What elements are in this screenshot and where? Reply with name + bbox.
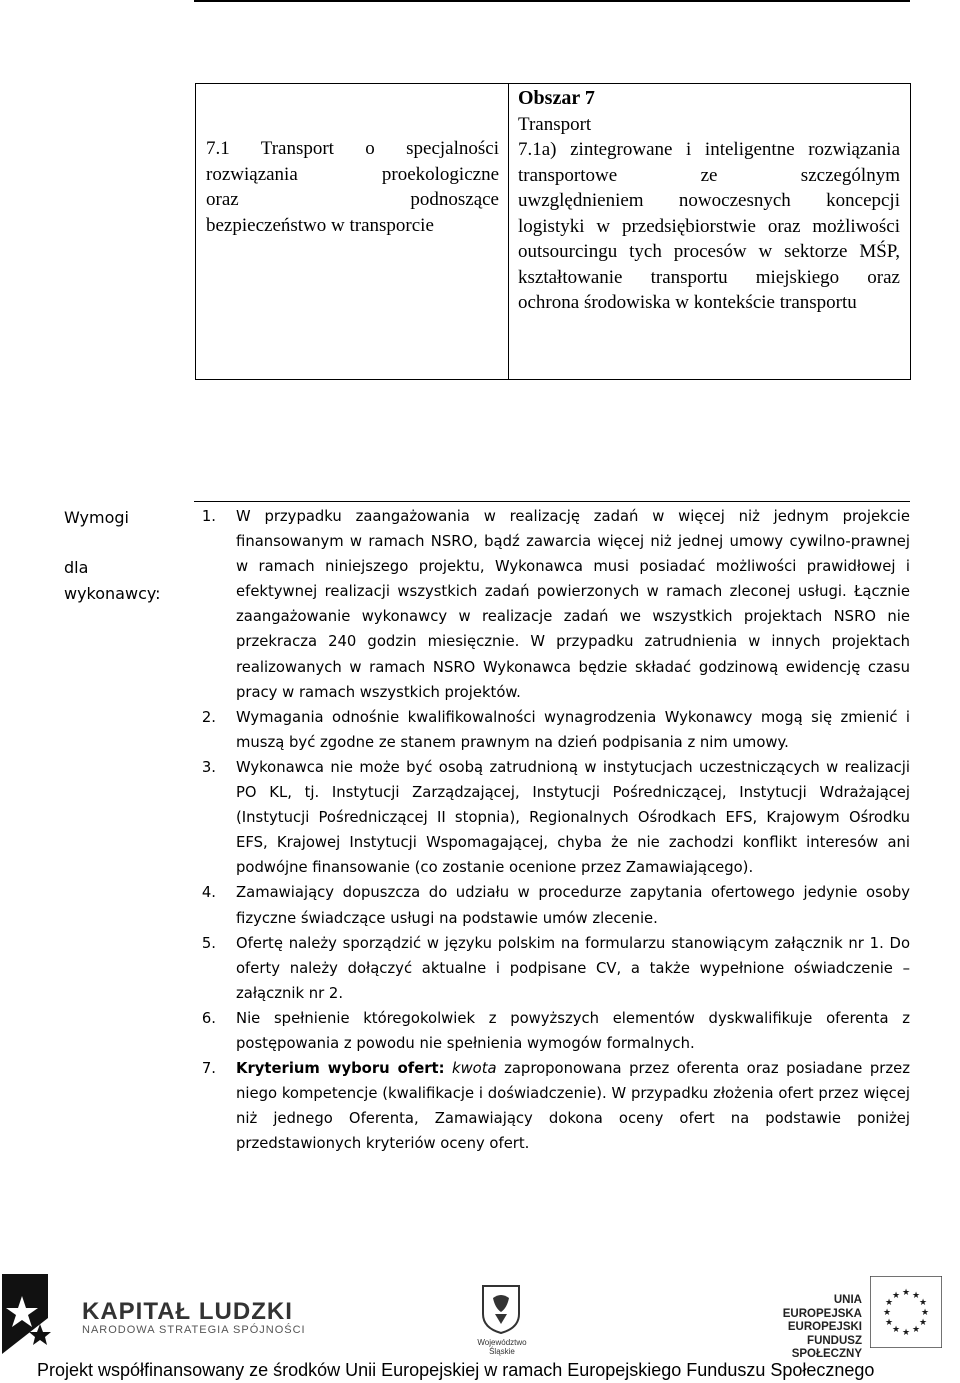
top-rule — [194, 0, 910, 2]
requirement-item — [194, 931, 910, 1006]
requirement-text: W przypadku zaangażowania w realizację zadań w więcej niż jednym projekcie finansowanym w ramach NSRO, bądź zawarcia więcej niż jednej umowy cywilno-prawnej w ramach niniejszego projektu, Wykonawca musi posiadać możliwości prawidłowej i efektywnej realizacji wszystkich zadań powierzonych w ramach zleconej usługi. Łącznie zaangażowanie wykonawcy w realizacje zadań we wszystkich projektach NSRO nie przekracza 240 godzin miesięcznie. W przypadku zatrudnienia w innych projektach realizowanych w ramach NSRO Wykonawca będzie składać godzinową ewidencję czasu pracy w ramach wszystkich projektów. — [236, 508, 910, 701]
requirement-text: Nie spełnienie któregokolwiek z powyższych elementów dyskwalifikuje oferenta z postępowania z powodu nie spełnienia wymogów formalnych. — [236, 1009, 910, 1052]
requirement-number: 3. — [201, 758, 216, 776]
svg-text:★: ★ — [918, 1318, 928, 1328]
requirement-text: Ofertę należy sporządzić w języku polskim na formularzu stanowiącym załącznik nr 1. Do oferty należy dołączyć aktualne i podpisane CV, a także wypełnione oświadczenie – załącznik nr 2. — [236, 934, 910, 1002]
svg-text:★: ★ — [891, 1325, 901, 1335]
requirement-item — [194, 880, 910, 930]
eu-line-3: FUNDUSZ SPOŁECZNY — [791, 1334, 862, 1360]
voivodeship-line-1: Województwo — [477, 1338, 527, 1347]
svg-text:★: ★ — [920, 1308, 930, 1318]
criterion-keyword: kwota — [452, 1060, 497, 1078]
left-title-line-4: bezpieczeństwo w transporcie — [206, 214, 434, 236]
eu-label — [752, 1294, 862, 1362]
area-heading: Obszar 7 — [518, 87, 595, 109]
desc-line-5: outsourcingu tych procesów w sektorze MŚP, — [518, 241, 900, 262]
area-subheading: Transport — [518, 113, 592, 135]
requirement-item — [194, 504, 910, 705]
voivodeship-crest-icon — [481, 1284, 521, 1334]
svg-text:★: ★ — [918, 1298, 928, 1308]
requirement-text: Wymagania odnośnie kwalifikowalności wynagrodzenia Wykonawcy mogą się zmienić i muszą być zgodne ze stanem prawnym na dzień podpisania z nim umowy. — [236, 708, 910, 751]
svg-text:★: ★ — [911, 1325, 921, 1335]
requirement-text: Wykonawca nie może być osobą zatrudnioną w instytucjach uczestniczących w realizacji PO KL, tj. Instytucji Zarządzającej, Instytucji Pośredniczącej, Instytucji Wdrażającej (Instytucji Pośredniczącej II stopnia), Regionalnych Ośrodkach EFS, Krajowym Ośrodku EFS, Krajowej Instytucji Wspomagającej, chyba że nie zachodzi konflikt interesów ani podwójne finansowanie (co zostanie ocenione przez Zamawiającego). — [236, 758, 910, 877]
kapital-ludzki-block — [82, 1298, 306, 1336]
requirement-number: 2. — [201, 708, 216, 726]
svg-text:★: ★ — [901, 1328, 911, 1338]
footer-caption: Projekt współfinansowany ze środków Unii Europejskiej w ramach Europejskiego Funduszu Społecznego — [37, 1360, 875, 1380]
requirement-number: 7. — [201, 1060, 216, 1078]
kl-subtitle: NARODOWA STRATEGIA SPÓJNOŚCI — [82, 1324, 306, 1336]
requirement-number: 5. — [201, 934, 216, 952]
requirements-list — [194, 504, 910, 1156]
desc-line-7: ochrona środowiska w kontekście transportu — [518, 292, 857, 313]
svg-text:★: ★ — [911, 1291, 921, 1301]
requirement-item — [194, 705, 910, 755]
requirement-number: 4. — [201, 884, 216, 902]
desc-line-3: uwzględnieniem nowoczesnych koncepcji — [518, 190, 900, 211]
area-left-column — [196, 84, 509, 379]
requirement-number: 1. — [201, 508, 216, 525]
requirements-label — [64, 505, 161, 631]
label-line-2: dla — [64, 558, 89, 577]
desc-line-2: transportowe ze szczególnym — [518, 164, 900, 186]
desc-line-1: 7.1a) zintegrowane i inteligentne rozwiązania — [518, 139, 900, 160]
requirements-rule — [194, 501, 910, 502]
eu-flag-icon — [870, 1276, 942, 1348]
area-table — [195, 83, 911, 380]
kapital-ludzki-logo-icon — [2, 1274, 74, 1354]
svg-text:★: ★ — [891, 1291, 901, 1301]
requirement-number: 6. — [201, 1009, 216, 1027]
criterion-label: Kryterium wyboru ofert: — [236, 1060, 445, 1078]
desc-line-6: kształtowanie transportu miejskiego oraz — [518, 266, 900, 288]
criterion-text: zaproponowana przez oferenta oraz posiadane przez niego kompetencje (kwalifikacje i doświadczenie). W przypadku złożenia ofert przez więcej niż jednego Oferenta, Zamawiający dokona oceny ofert na podstawie poniżej przedstawionych kryteriów oceny ofert. — [236, 1060, 910, 1153]
eu-line-1: UNIA EUROPEJSKA — [782, 1294, 862, 1320]
label-line-3: wykonawcy: — [64, 584, 161, 603]
left-title-line-1: 7.1 Transport o specjalności — [206, 138, 499, 159]
requirement-item — [194, 755, 910, 880]
eu-line-2: EUROPEJSKI — [787, 1321, 862, 1333]
svg-text:★: ★ — [884, 1318, 894, 1328]
desc-line-4: logistyki w przedsiębiorstwie oraz możliwości — [518, 215, 900, 237]
area-right-column — [509, 84, 910, 381]
svg-text:★: ★ — [884, 1298, 894, 1308]
left-title-line-2: rozwiązania proekologiczne — [206, 163, 499, 185]
requirement-item — [194, 1006, 910, 1056]
kl-title: KAPITAŁ LUDZKI — [82, 1298, 293, 1325]
requirement-text: Zamawiający dopuszcza do udziału w procedurze zapytania ofertowego jedynie osoby fizyczne świadczące usługi na podstawie umów zlecenie. — [236, 884, 910, 927]
svg-text:★: ★ — [901, 1288, 911, 1298]
left-title-line-3: oraz podnoszące — [206, 189, 499, 210]
label-line-1: Wymogi — [64, 508, 129, 527]
svg-text:★: ★ — [882, 1308, 892, 1318]
voivodeship-label — [462, 1338, 542, 1356]
voivodeship-line-2: Śląskie — [489, 1347, 515, 1356]
requirement-item — [194, 1056, 910, 1156]
